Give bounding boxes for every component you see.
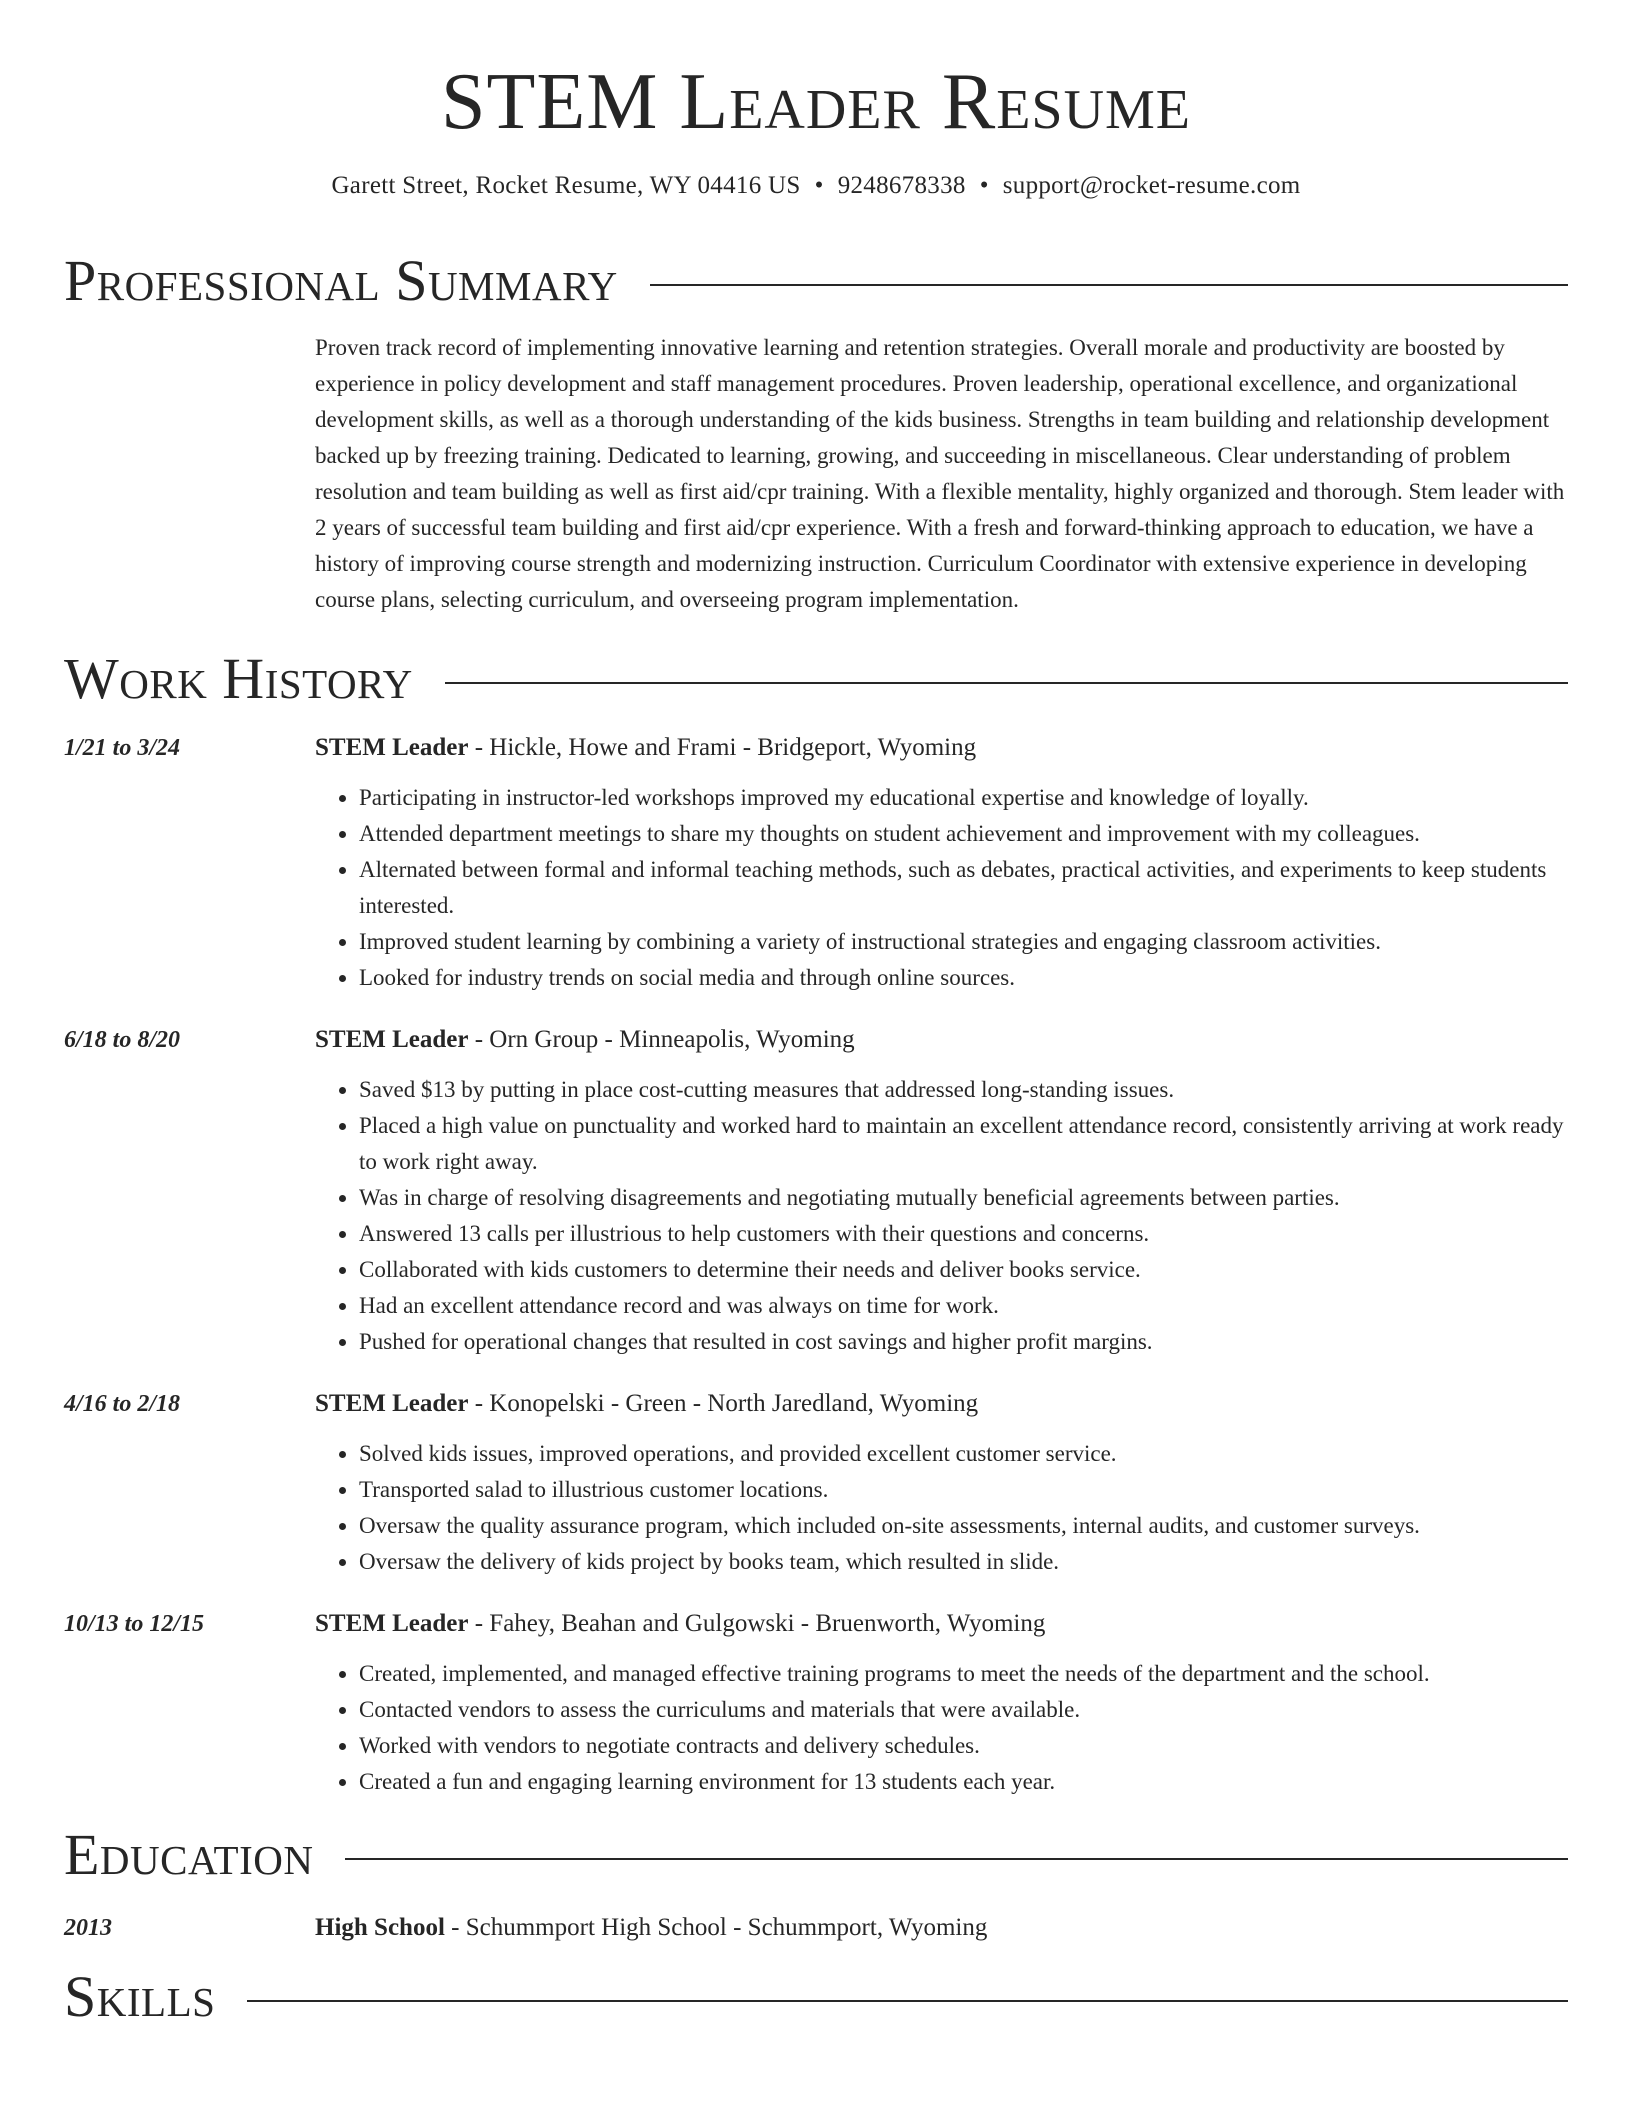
contact-separator: • (814, 172, 824, 199)
job-bullet: • Contacted vendors to assess the curriculums and materials that were available. (359, 1692, 1568, 1728)
job-dates: 1/21 to 3/24 (64, 735, 181, 761)
section-divider (247, 2000, 1568, 2002)
job-bullet: • Created a fun and engaging learning environment for 13 students each year. (359, 1764, 1568, 1800)
job-bullet: • Alternated between formal and informal teaching methods, such as debates, practical activities, and experiments to keep students interested. (359, 852, 1568, 924)
job-dates: 10/13 to 12/15 (64, 1611, 205, 1637)
job-dates: 4/16 to 2/18 (64, 1391, 181, 1417)
job-bullets (315, 780, 1568, 996)
job-employer: - Hickle, Howe and Frami - Bridgeport, Wyoming (468, 734, 977, 761)
job-body (315, 1022, 1568, 1360)
education-entry (64, 1910, 1568, 1946)
section-divider (345, 1858, 1568, 1860)
job-bullet: • Worked with vendors to negotiate contracts and delivery schedules. (359, 1728, 1568, 1764)
work-section-header (64, 646, 1568, 711)
job-bullet: • Saved $13 by putting in place cost-cutting measures that addressed long-standing issues. (359, 1072, 1568, 1108)
education-heading: Education (64, 1822, 314, 1887)
section-divider (650, 284, 1568, 286)
education-section-header (64, 1822, 1568, 1887)
job-bullet: • Looked for industry trends on social media and through online sources. (359, 960, 1568, 996)
job-bullet: • Created, implemented, and managed effective training programs to meet the needs of the department and the school. (359, 1656, 1568, 1692)
job-entry (64, 1022, 1568, 1360)
job-bullet: • Oversaw the quality assurance program, which included on-site assessments, internal audits, and customer surveys. (359, 1508, 1568, 1544)
job-title: STEM Leader (315, 1610, 469, 1637)
job-title: STEM Leader (315, 734, 469, 761)
job-title-line (315, 1606, 1568, 1642)
work-heading: Work History (64, 646, 413, 711)
job-bullet: • Participating in instructor-led workshops improved my educational expertise and knowledge of loyally. (359, 780, 1568, 816)
job-bullet: • Was in charge of resolving disagreements and negotiating mutually beneficial agreements between parties. (359, 1180, 1568, 1216)
job-bullet: • Oversaw the delivery of kids project by books team, which resulted in slide. (359, 1544, 1568, 1580)
job-title-line (315, 730, 1568, 766)
job-title-line (315, 1022, 1568, 1058)
education-year: 2013 (64, 1915, 112, 1941)
job-bullet: • Attended department meetings to share my thoughts on student achievement and improvement with my colleagues. (359, 816, 1568, 852)
job-bullet: • Pushed for operational changes that resulted in cost savings and higher profit margins. (359, 1324, 1568, 1360)
job-bullets (315, 1072, 1568, 1360)
summary-section-header (64, 248, 1568, 313)
contact-phone: 9248678338 (837, 172, 966, 199)
skills-heading: Skills (64, 1964, 216, 2029)
education-details: - Schummport High School - Schummport, Wyoming (444, 1914, 988, 1941)
summary-heading: Professional Summary (64, 248, 618, 313)
job-bullet: • Improved student learning by combining a variety of instructional strategies and engaging classroom activities. (359, 924, 1568, 960)
job-bullet: • Solved kids issues, improved operations, and provided excellent customer service. (359, 1436, 1568, 1472)
job-bullet: • Had an excellent attendance record and was always on time for work. (359, 1288, 1568, 1324)
contact-line (64, 172, 1568, 200)
job-bullets (315, 1436, 1568, 1580)
job-title: STEM Leader (315, 1390, 469, 1417)
job-bullet: • Transported salad to illustrious customer locations. (359, 1472, 1568, 1508)
contact-separator: • (979, 172, 989, 199)
summary-text: Proven track record of implementing innovative learning and retention strategies. Overall morale and productivity are boosted by experience in policy development and staff management procedures. Proven leadership, operational excellence, and organizational development skills, as well as a thorough understanding of the kids business. Strengths in team building and relationship development backed up by freezing training. Dedicated to learning, growing, and succeeding in miscellaneous. Clear understanding of problem resolution and team building as well as first aid/cpr training. With a flexible mentality, highly organized and thorough. Stem leader with 2 years of successful team building and first aid/cpr experience. With a fresh and forward-thinking approach to education, we have a history of improving course strength and modernizing instruction. Curriculum Coordinator with extensive experience in developing course plans, selecting curriculum, and overseeing program implementation. (315, 335, 1565, 612)
contact-address: Garett Street, Rocket Resume, WY 04416 US (331, 172, 801, 199)
job-bullets (315, 1656, 1568, 1800)
job-entry (64, 1386, 1568, 1580)
job-list (64, 730, 1568, 1800)
education-degree: High School (315, 1914, 445, 1941)
job-employer: - Konopelski - Green - North Jaredland, Wyoming (468, 1390, 979, 1417)
resume-title: STEM Leader Resume (440, 58, 1192, 146)
job-body (315, 1606, 1568, 1800)
job-employer: - Orn Group - Minneapolis, Wyoming (468, 1026, 855, 1053)
job-body (315, 1386, 1568, 1580)
job-entry (64, 1606, 1568, 1800)
job-bullet: • Collaborated with kids customers to determine their needs and deliver books service. (359, 1252, 1568, 1288)
job-employer: - Fahey, Beahan and Gulgowski - Bruenworth, Wyoming (468, 1610, 1046, 1637)
job-bullet: • Placed a high value on punctuality and worked hard to maintain an excellent attendance record, consistently arriving at work ready to work right away. (359, 1108, 1568, 1180)
job-title-line (315, 1386, 1568, 1422)
skills-section-header (64, 1964, 1568, 2029)
contact-email: support@rocket-resume.com (1002, 172, 1301, 199)
job-bullet: • Answered 13 calls per illustrious to help customers with their questions and concerns. (359, 1216, 1568, 1252)
job-title: STEM Leader (315, 1026, 469, 1053)
section-divider (445, 682, 1568, 684)
job-dates: 6/18 to 8/20 (64, 1027, 181, 1053)
education-body (315, 1910, 987, 1946)
job-entry (64, 730, 1568, 996)
job-body (315, 730, 1568, 996)
